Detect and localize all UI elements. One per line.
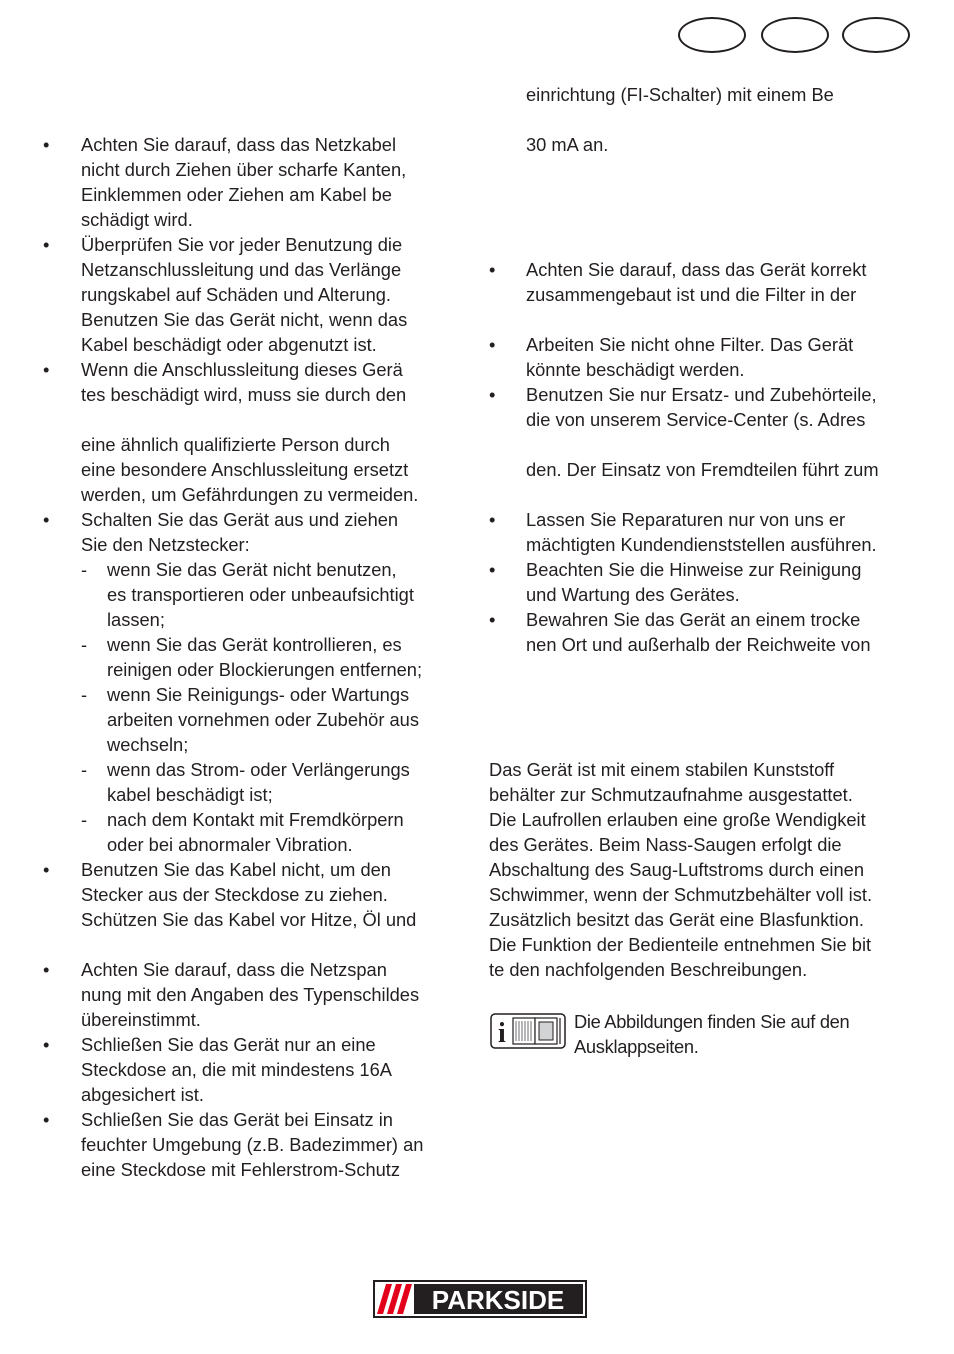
blank-line <box>489 682 914 707</box>
list-line <box>489 632 914 657</box>
blank-line <box>489 657 914 682</box>
list-line <box>0 882 470 907</box>
line-text: mächtigten Kundendienststellen ausführen. <box>526 534 877 555</box>
list-line <box>0 657 470 682</box>
bullet-marker: • <box>43 859 50 880</box>
line-text: Arbeiten Sie nicht ohne Filter. Das Gerät <box>526 334 854 355</box>
line-text: Achten Sie darauf, dass das Netzkabel <box>81 134 397 155</box>
line-text: nung mit den Angaben des Typenschildes <box>81 984 420 1005</box>
list-line <box>0 707 470 732</box>
line-text: feuchter Umgebung (z.B. Badezimmer) an <box>81 1134 424 1155</box>
paragraph-line <box>489 857 914 882</box>
svg-text:i: i <box>498 1018 506 1049</box>
line-text: te den nachfolgenden Beschreibungen. <box>489 959 808 980</box>
line-text: den. Der Einsatz von Fremdteilen führt zum <box>526 459 879 480</box>
line-text: nach dem Kontakt mit Fremdkörpern <box>107 809 404 830</box>
list-line <box>0 332 470 357</box>
line-text: Überprüfen Sie vor jeder Benutzung die <box>81 234 403 255</box>
list-line <box>0 632 470 657</box>
line-text: Das Gerät ist mit einem stabilen Kunststoff <box>489 759 835 780</box>
line-text: wenn Sie Reinigungs- oder Wartungs <box>107 684 410 705</box>
list-line <box>0 582 470 607</box>
dash-marker: - <box>81 809 88 830</box>
blank-line <box>489 107 914 132</box>
list-line <box>489 282 914 307</box>
list-line <box>0 432 470 457</box>
list-line <box>489 557 914 582</box>
paragraph-line <box>489 957 914 982</box>
bullet-marker: • <box>43 509 50 530</box>
list-line <box>0 1157 470 1182</box>
list-line <box>0 382 470 407</box>
list-line <box>489 332 914 357</box>
dash-marker: - <box>81 684 88 705</box>
list-line <box>0 457 470 482</box>
line-text: wenn Sie das Gerät nicht benutzen, <box>107 559 397 580</box>
line-text: und Wartung des Gerätes. <box>526 584 740 605</box>
note-text <box>574 1009 849 1059</box>
line-text: Benutzen Sie das Gerät nicht, wenn das <box>81 309 408 330</box>
line-text: wechseln; <box>107 734 189 755</box>
list-line <box>0 757 470 782</box>
list-line <box>489 382 914 407</box>
blank-line <box>489 432 914 457</box>
line-text: lassen; <box>107 609 165 630</box>
paragraph-line <box>489 832 914 857</box>
blank-line <box>0 932 470 957</box>
list-line <box>0 207 470 232</box>
blank-line <box>489 232 914 257</box>
dash-marker: - <box>81 634 88 655</box>
line-text: Abschaltung des Saug-Luftstroms durch einen <box>489 859 864 880</box>
line-text: zusammengebaut ist und die Filter in der <box>526 284 857 305</box>
blank-line <box>489 307 914 332</box>
info-book-icon <box>490 1013 566 1049</box>
line-text: Schließen Sie das Gerät bei Einsatz in <box>81 1109 393 1130</box>
blank-line <box>489 482 914 507</box>
list-line <box>0 957 470 982</box>
note-line: Die Abbildungen finden Sie auf den <box>574 1011 850 1032</box>
list-line <box>0 1057 470 1082</box>
list-line <box>0 357 470 382</box>
line-text: reinigen oder Blockierungen entfernen; <box>107 659 423 680</box>
line-text: des Gerätes. Beim Nass-Saugen erfolgt die <box>489 834 842 855</box>
list-line <box>0 807 470 832</box>
bullet-marker: • <box>489 334 496 355</box>
line-text: Zusätzlich besitzt das Gerät eine Blasfunktion. <box>489 909 864 930</box>
note-line: Ausklappseiten. <box>574 1036 699 1057</box>
bullet-marker: • <box>489 559 496 580</box>
line-text: Schwimmer, wenn der Schmutzbehälter voll ist. <box>489 884 873 905</box>
line-text: Wenn die Anschlussleitung dieses Gerä <box>81 359 403 380</box>
paragraph-line <box>489 757 914 782</box>
line-text: eine Steckdose mit Fehlerstrom-Schutz <box>81 1159 401 1180</box>
line-text: wenn das Strom- oder Verlängerungs <box>107 759 410 780</box>
line-text: übereinstimmt. <box>81 1009 201 1030</box>
bullet-marker: • <box>43 359 50 380</box>
line-text: Stecker aus der Steckdose zu ziehen. <box>81 884 388 905</box>
list-line <box>0 732 470 757</box>
list-line <box>489 132 914 157</box>
list-line <box>0 532 470 557</box>
list-line <box>0 232 470 257</box>
list-line <box>0 307 470 332</box>
list-line <box>489 357 914 382</box>
line-text: nen Ort und außerhalb der Reichweite von <box>526 634 871 655</box>
line-text: abgesichert ist. <box>81 1084 204 1105</box>
bullet-marker: • <box>489 509 496 530</box>
line-text: Schließen Sie das Gerät nur an eine <box>81 1034 376 1055</box>
bullet-marker: • <box>43 134 50 155</box>
blank-line <box>489 732 914 757</box>
line-text: Bewahren Sie das Gerät an einem trocke <box>526 609 861 630</box>
line-text: Die Laufrollen erlauben eine große Wendigkeit <box>489 809 866 830</box>
line-text: Einklemmen oder Ziehen am Kabel be <box>81 184 392 205</box>
bullet-marker: • <box>489 609 496 630</box>
list-line <box>0 282 470 307</box>
list-line <box>489 532 914 557</box>
list-line <box>0 682 470 707</box>
list-line <box>0 132 470 157</box>
logo-text: PARKSIDE <box>431 1285 565 1315</box>
dash-marker: - <box>81 559 88 580</box>
list-line <box>489 457 914 482</box>
language-badges <box>678 17 914 55</box>
language-badge <box>678 17 746 53</box>
list-line <box>0 182 470 207</box>
list-line <box>0 157 470 182</box>
parkside-logo <box>373 1280 587 1318</box>
list-line <box>0 1132 470 1157</box>
line-text: Die Funktion der Bedienteile entnehmen Sie bit <box>489 934 872 955</box>
language-badge <box>761 17 829 53</box>
line-text: werden, um Gefährdungen zu vermeiden. <box>81 484 419 505</box>
line-text: arbeiten vornehmen oder Zubehör aus <box>107 709 419 730</box>
line-text: Sie den Netzstecker: <box>81 534 250 555</box>
bullet-marker: • <box>43 1034 50 1055</box>
line-text: könnte beschädigt werden. <box>526 359 745 380</box>
line-text: kabel beschädigt ist; <box>107 784 273 805</box>
bullet-marker: • <box>43 1109 50 1130</box>
line-text: Lassen Sie Reparaturen nur von uns er <box>526 509 846 530</box>
line-text: rungskabel auf Schäden und Alterung. <box>81 284 391 305</box>
list-line <box>0 507 470 532</box>
line-text: Schalten Sie das Gerät aus und ziehen <box>81 509 399 530</box>
bullet-marker: • <box>489 384 496 405</box>
line-text: Beachten Sie die Hinweise zur Reinigung <box>526 559 862 580</box>
line-text: Steckdose an, die mit mindestens 16A <box>81 1059 392 1080</box>
list-line <box>0 1032 470 1057</box>
paragraph-line <box>489 782 914 807</box>
bullet-marker: • <box>489 259 496 280</box>
list-line <box>0 1082 470 1107</box>
list-line <box>0 482 470 507</box>
list-line <box>489 257 914 282</box>
blank-line <box>489 207 914 232</box>
list-line <box>0 907 470 932</box>
line-text: Benutzen Sie das Kabel nicht, um den <box>81 859 391 880</box>
illustration-note <box>490 1009 910 1069</box>
line-text: oder bei abnormaler Vibration. <box>107 834 353 855</box>
list-line <box>0 832 470 857</box>
blank-line <box>489 157 914 182</box>
paragraph-line <box>489 932 914 957</box>
line-text: Netzanschlussleitung und das Verlänge <box>81 259 402 280</box>
line-text: behälter zur Schmutzaufnahme ausgestattet. <box>489 784 853 805</box>
list-line <box>0 982 470 1007</box>
blank-line <box>0 407 470 432</box>
line-text: es transportieren oder unbeaufsichtigt <box>107 584 414 605</box>
list-line <box>0 1007 470 1032</box>
bullet-marker: • <box>43 959 50 980</box>
bullet-marker: • <box>43 234 50 255</box>
line-text: Achten Sie darauf, dass das Gerät korrekt <box>526 259 867 280</box>
list-line <box>489 82 914 107</box>
list-line <box>0 607 470 632</box>
blank-line <box>489 182 914 207</box>
right-column <box>489 82 914 982</box>
dash-marker: - <box>81 759 88 780</box>
line-text: eine besondere Anschlussleitung ersetzt <box>81 459 409 480</box>
line-text: Benutzen Sie nur Ersatz- und Zubehörteile, <box>526 384 877 405</box>
list-line <box>0 557 470 582</box>
left-column <box>0 132 470 1182</box>
line-text: eine ähnlich qualifizierte Person durch <box>81 434 390 455</box>
paragraph-line <box>489 807 914 832</box>
line-text: 30 mA an. <box>526 134 609 155</box>
line-text: nicht durch Ziehen über scharfe Kanten, <box>81 159 407 180</box>
list-line <box>0 782 470 807</box>
list-line <box>489 607 914 632</box>
line-text: Schützen Sie das Kabel vor Hitze, Öl und <box>81 909 417 930</box>
list-line <box>489 407 914 432</box>
blank-line <box>489 707 914 732</box>
list-line <box>489 507 914 532</box>
line-text: wenn Sie das Gerät kontrollieren, es <box>107 634 402 655</box>
line-text: tes beschädigt wird, muss sie durch den <box>81 384 407 405</box>
line-text: schädigt wird. <box>81 209 193 230</box>
list-line <box>0 857 470 882</box>
list-line <box>0 1107 470 1132</box>
list-line <box>0 257 470 282</box>
line-text: die von unserem Service-Center (s. Adres <box>526 409 866 430</box>
paragraph-line <box>489 882 914 907</box>
list-line <box>489 582 914 607</box>
paragraph-line <box>489 907 914 932</box>
language-badge <box>842 17 910 53</box>
line-text: Achten Sie darauf, dass die Netzspan <box>81 959 387 980</box>
line-text: Kabel beschädigt oder abgenutzt ist. <box>81 334 377 355</box>
line-text: einrichtung (FI-Schalter) mit einem Be <box>526 84 834 105</box>
